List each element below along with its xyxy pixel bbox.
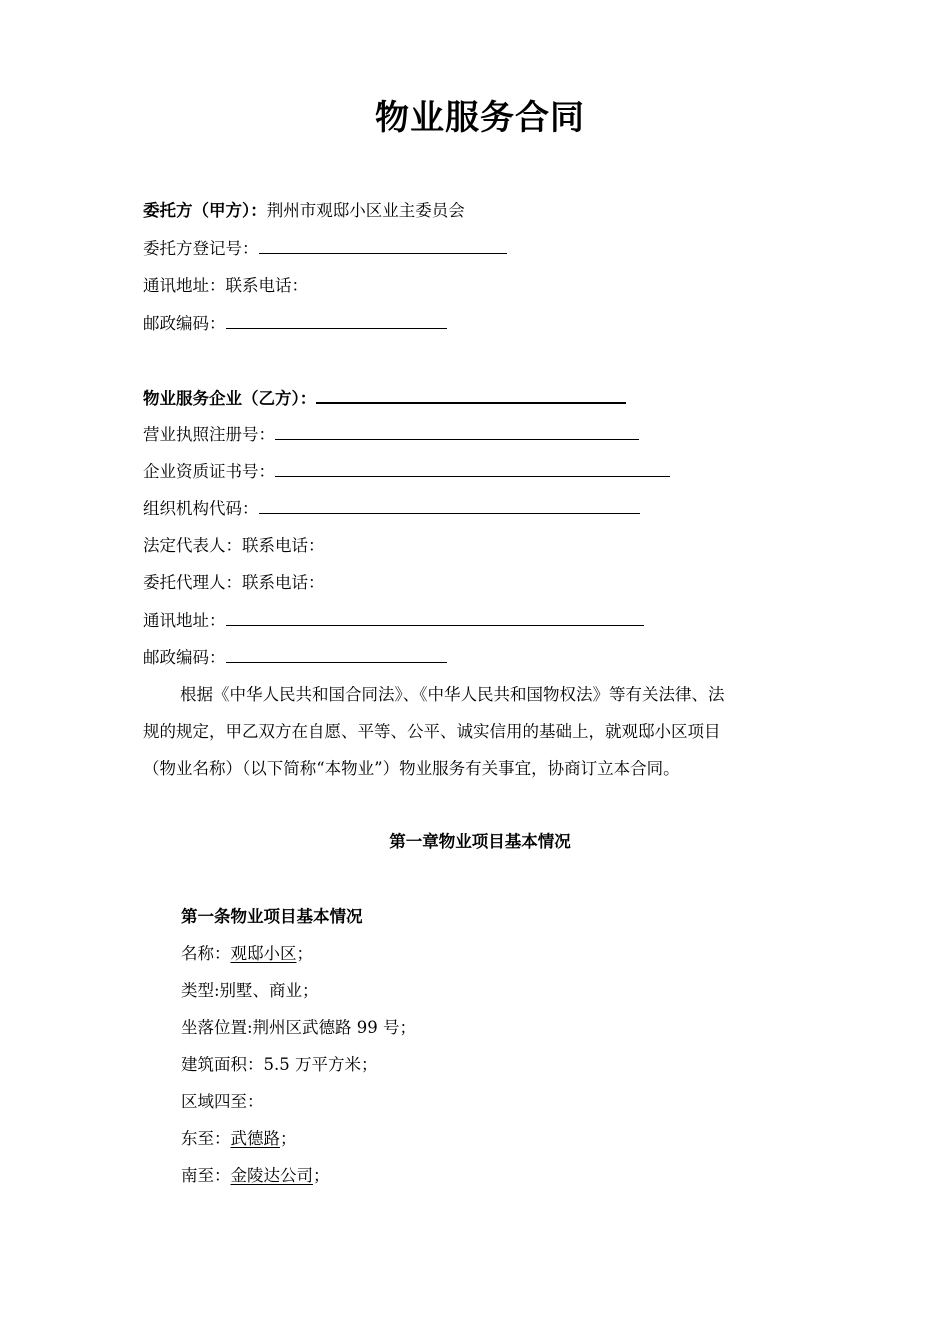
property-name-line	[181, 942, 313, 966]
party-b-license-blank	[275, 422, 639, 440]
preamble-line-2: 规的规定，甲乙双方在自愿、平等、公平、诚实信用的基础上，就观邸小区项目	[143, 722, 721, 741]
property-location-line: 坐落位置:荆州区武德路 99 号；	[181, 1018, 417, 1037]
party-b-postcode-label: 邮政编码：	[143, 648, 226, 667]
boundary-south-end: ；	[313, 1166, 330, 1185]
property-name-label: 名称：	[181, 944, 231, 963]
property-area-line: 建筑面积：5.5 万平方米；	[181, 1055, 378, 1074]
party-b-label: 物业服务企业（乙方）：	[143, 389, 317, 408]
party-b-address-label: 通讯地址：	[143, 611, 226, 630]
party-b-license-label: 营业执照注册号：	[143, 425, 275, 444]
party-b-org-code-label: 组织机构代码：	[143, 499, 259, 518]
party-b-legal-rep-line	[143, 534, 325, 558]
party-a-registration-label: 委托方登记号：	[143, 239, 259, 258]
party-a-label: 委托方（甲方）：	[143, 201, 267, 220]
party-a-postcode-label: 邮政编码：	[143, 314, 226, 333]
boundary-south-line	[181, 1164, 330, 1188]
party-a-registration-blank	[259, 236, 507, 254]
boundary-east-value: 武德路	[230, 1129, 280, 1148]
preamble-paragraph	[143, 676, 803, 787]
boundary-east-end: ；	[280, 1129, 297, 1148]
party-a-line	[143, 199, 465, 223]
boundary-south-label: 南至：	[181, 1166, 231, 1185]
party-b-agent-line	[143, 571, 325, 595]
party-b-qualification-label: 企业资质证书号：	[143, 462, 275, 481]
party-b-agent-label: 委托代理人：联系电话：	[143, 573, 325, 592]
party-a-address-phone-label: 通讯地址：联系电话：	[143, 276, 308, 295]
property-name-end: ；	[296, 944, 313, 963]
property-type-line: 类型:别墅、商业；	[181, 981, 319, 1000]
document-title: 物业服务合同	[375, 98, 585, 138]
party-b-qualification-blank	[275, 459, 670, 477]
party-b-qualification-line	[143, 459, 670, 483]
party-b-org-code-line	[143, 496, 640, 520]
party-b-address-line	[143, 608, 644, 632]
party-b-postcode-line	[143, 645, 447, 669]
party-b-line	[143, 385, 626, 409]
party-a-address-phone-line	[143, 274, 308, 298]
party-a-postcode-blank	[226, 311, 447, 329]
party-b-license-line	[143, 422, 639, 446]
party-b-address-blank	[226, 608, 644, 626]
preamble-line-1: 根据《中华人民共和国合同法》、《中华人民共和国物权法》等有关法律、法	[180, 685, 725, 704]
party-a-postcode-line	[143, 311, 447, 335]
party-a-name: 荆州市观邸小区业主委员会	[266, 201, 465, 220]
party-a-registration-line	[143, 236, 507, 260]
party-b-legal-rep-label: 法定代表人：联系电话：	[143, 536, 325, 555]
article-1-title: 第一条物业项目基本情况	[181, 907, 363, 926]
boundary-east-line	[181, 1127, 297, 1151]
chapter-1-title: 第一章物业项目基本情况	[389, 832, 571, 851]
preamble-line-3: （物业名称）（以下简称“本物业”）物业服务有关事宜，协商订立本合同。	[143, 759, 680, 778]
property-name-value: 观邸小区	[230, 944, 297, 963]
party-b-name-blank	[316, 385, 626, 404]
property-boundary-line: 区域四至：	[181, 1092, 264, 1111]
party-b-org-code-blank	[259, 496, 640, 514]
boundary-east-label: 东至：	[181, 1129, 231, 1148]
boundary-south-value: 金陵达公司	[230, 1166, 313, 1185]
party-b-postcode-blank	[226, 645, 447, 663]
